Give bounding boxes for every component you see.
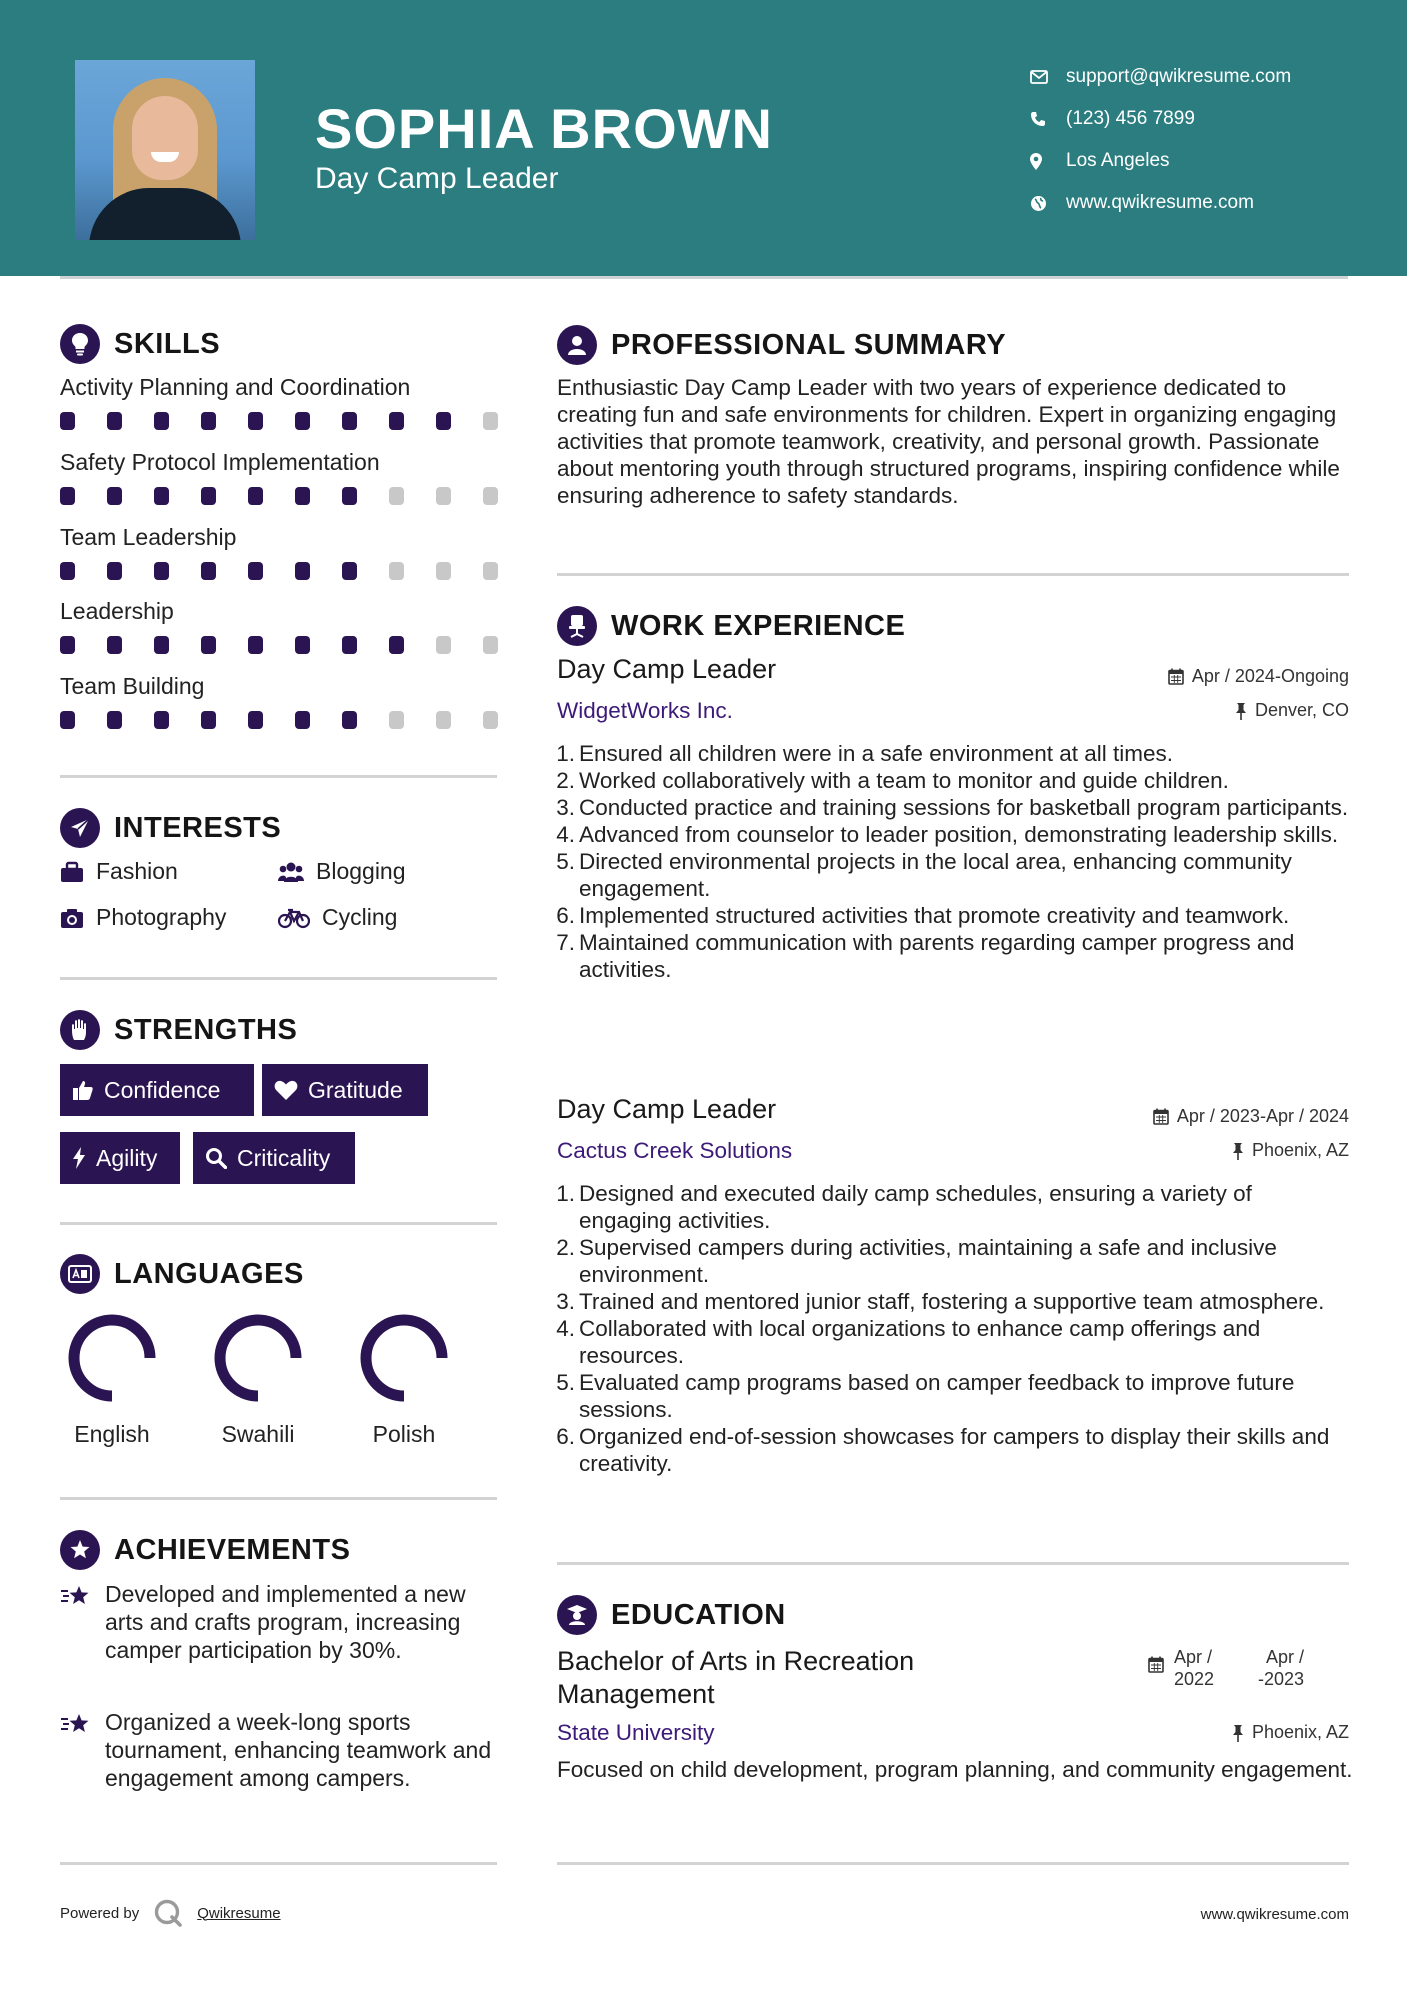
powered-by-text: Powered by (60, 1904, 140, 1922)
rating-dot-filled (342, 636, 357, 654)
summary-heading-text: PROFESSIONAL SUMMARY (611, 328, 1007, 361)
summary-text: Enthusiastic Day Camp Leader with two years of experience dedicated to creating fun and safe environments for children. Expert in organizing engaging activities that promote teamwork, creativity, and personal growth. Passionate about mentoring youth through structured programs, inspiring confidence while ensuring adherence to safety standards. (557, 375, 1340, 508)
rating-dot-filled (389, 636, 404, 654)
thumbs-up-icon (72, 1079, 94, 1101)
job-bullets (549, 1180, 1349, 1477)
strength-badge (60, 1132, 180, 1184)
rating-dot-filled (107, 636, 122, 654)
job-location-text: Phoenix, AZ (1251, 1140, 1349, 1160)
rating-dot-filled (201, 412, 216, 430)
skill-name: Leadership (60, 598, 174, 624)
users-icon (278, 861, 304, 883)
achievement-item (60, 1580, 500, 1664)
contact-website-text: www.qwikresume.com (1066, 192, 1254, 213)
qwikresume-logo-icon (153, 1898, 183, 1928)
rating-dot-empty (389, 711, 404, 729)
language-gauge (356, 1310, 452, 1406)
languages-heading-text: LANGUAGES (114, 1257, 304, 1290)
rating-dot-filled (60, 412, 75, 430)
interests-heading-text: INTERESTS (114, 811, 282, 844)
skill-rating (60, 562, 530, 580)
footer-website[interactable]: www.qwikresume.com (1200, 1906, 1349, 1923)
camera-icon (60, 907, 84, 929)
summary-heading (557, 325, 1006, 365)
education-location-text: Phoenix, AZ (1251, 1722, 1349, 1742)
rating-dot-empty (389, 562, 404, 580)
rating-dot-empty (436, 487, 451, 505)
job-location (1235, 700, 1349, 721)
language-item (57, 1310, 167, 1448)
rating-dot-filled (107, 711, 122, 729)
language-gauge (210, 1310, 306, 1406)
education-start-date: Apr / 2022 (1174, 1647, 1215, 1689)
briefcase-icon (60, 861, 84, 883)
rating-dot-filled (154, 636, 169, 654)
interests-heading (60, 808, 281, 848)
interest-label: Cycling (322, 904, 398, 930)
rating-dot-filled (389, 412, 404, 430)
achievement-text: Developed and implemented a new arts and crafts program, increasing camper participation by 30%. (105, 1581, 466, 1663)
rating-dot-filled (154, 562, 169, 580)
rating-dot-empty (483, 562, 498, 580)
strength-label: Agility (96, 1144, 158, 1171)
job-dates (1168, 666, 1349, 687)
strength-badge (193, 1132, 355, 1184)
company-name: WidgetWorks Inc. (557, 698, 733, 723)
heart-icon (274, 1080, 298, 1101)
skill-rating (60, 636, 530, 654)
rating-dot-filled (60, 711, 75, 729)
star-badge-icon (60, 1530, 100, 1570)
language-item (203, 1310, 313, 1448)
rating-dot-empty (483, 711, 498, 729)
job-dates-text: Apr / 2024-Ongoing (1191, 666, 1349, 686)
rating-dot-filled (436, 412, 451, 430)
rating-dot-filled (295, 487, 310, 505)
education-heading-text: EDUCATION (611, 1598, 786, 1631)
rating-dot-filled (295, 562, 310, 580)
candidate-name: SOPHIA BROWN (315, 97, 773, 160)
language-label: English (74, 1421, 150, 1447)
job-bullet: 5. Evaluated camp programs based on camper feedback to improve future sessions. (556, 1370, 1295, 1422)
map-pin-icon (1030, 153, 1066, 170)
lightbulb-icon (60, 324, 100, 364)
job-bullet: 4. Collaborated with local organizations to enhance camp offerings and resources. (556, 1316, 1261, 1368)
achievement-item (60, 1708, 500, 1792)
calendar-icon (1153, 1108, 1169, 1125)
job-title: Day Camp Leader (557, 654, 777, 684)
calendar-icon (1148, 1656, 1164, 1673)
achievements-heading-text: ACHIEVEMENTS (114, 1533, 351, 1566)
rating-dot-filled (107, 412, 122, 430)
interest-item (278, 858, 406, 885)
shooting-star-icon (60, 1580, 105, 1664)
job-bullet: 3. Trained and mentored junior staff, fostering a supportive team atmosphere. (556, 1289, 1325, 1314)
language-gauge (64, 1310, 160, 1406)
strength-label: Gratitude (308, 1076, 403, 1103)
strength-label: Confidence (104, 1076, 221, 1103)
skill-name: Safety Protocol Implementation (60, 449, 380, 475)
rating-dot-filled (295, 412, 310, 430)
section-divider (557, 1862, 1349, 1865)
rating-dot-filled (295, 636, 310, 654)
strength-badge (60, 1064, 254, 1116)
pushpin-icon (1232, 1724, 1244, 1742)
achievement-text: Organized a week-long sports tournament, enhancing teamwork and engagement among campers. (105, 1709, 492, 1791)
language-level-arc (220, 1320, 296, 1396)
pushpin-icon (1235, 702, 1247, 720)
resume-header (0, 0, 1407, 276)
contact-phone[interactable] (1030, 98, 1390, 140)
rating-dot-filled (154, 412, 169, 430)
rating-dot-filled (201, 562, 216, 580)
section-divider (60, 1862, 497, 1865)
section-divider (557, 1562, 1349, 1565)
contact-location-text: Los Angeles (1066, 150, 1170, 171)
hand-icon (60, 1010, 100, 1050)
rating-dot-filled (154, 711, 169, 729)
rating-dot-filled (201, 711, 216, 729)
education-calendar (1148, 1656, 1164, 1678)
contact-location (1030, 140, 1390, 182)
language-level-arc (74, 1320, 150, 1396)
skill-rating (60, 487, 530, 505)
section-divider (557, 573, 1349, 576)
rating-dot-filled (107, 487, 122, 505)
rating-dot-empty (483, 636, 498, 654)
job-bullet: 5. Directed environmental projects in the local area, enhancing community engagement. (556, 849, 1292, 901)
job-location-text: Denver, CO (1254, 700, 1349, 720)
shooting-star-icon (60, 1708, 105, 1792)
bicycle-icon (278, 907, 310, 929)
rating-dot-filled (201, 487, 216, 505)
language-level-arc (366, 1320, 442, 1396)
paper-plane-icon (60, 808, 100, 848)
job-bullet: 2. Worked collaboratively with a team to monitor and guide children. (556, 768, 1229, 793)
interest-label: Blogging (316, 858, 406, 884)
experience-heading (557, 606, 905, 646)
job-bullets (549, 740, 1349, 983)
graduate-icon (557, 1595, 597, 1635)
contact-email[interactable] (1030, 56, 1390, 98)
language-item (349, 1310, 459, 1448)
bolt-icon (72, 1147, 86, 1169)
language-label: Swahili (221, 1421, 295, 1447)
rating-dot-filled (60, 562, 75, 580)
rating-dot-filled (248, 562, 263, 580)
job-bullet: 1. Ensured all children were in a safe environment at all times. (556, 741, 1174, 766)
user-icon (557, 325, 597, 365)
job-dates (1153, 1106, 1349, 1127)
rating-dot-filled (60, 636, 75, 654)
section-divider (60, 775, 497, 778)
contact-website[interactable] (1030, 182, 1390, 224)
footer-brand-link[interactable]: Qwikresume (197, 1904, 281, 1922)
degree-line: Management (557, 1679, 715, 1709)
rating-dot-empty (483, 487, 498, 505)
interest-item (278, 904, 397, 931)
contact-phone-text: (123) 456 7899 (1066, 108, 1195, 129)
rating-dot-filled (248, 636, 263, 654)
rating-dot-filled (248, 412, 263, 430)
skills-heading (60, 324, 220, 364)
contact-list (1030, 56, 1390, 224)
rating-dot-filled (60, 487, 75, 505)
degree-line: Bachelor of Arts in Recreation (557, 1646, 915, 1676)
education-location (1232, 1722, 1349, 1743)
company-name: Cactus Creek Solutions (557, 1138, 793, 1163)
job-bullet: 6. Implemented structured activities that promote creativity and teamwork. (556, 903, 1290, 928)
education-end-date: Apr / -2023 (1258, 1647, 1305, 1689)
phone-icon (1030, 111, 1066, 127)
rating-dot-filled (107, 562, 122, 580)
rating-dot-empty (483, 412, 498, 430)
job-bullet: 7. Maintained communication with parents regarding camper progress and activities. (556, 930, 1295, 982)
rating-dot-filled (248, 487, 263, 505)
section-divider (60, 1222, 497, 1225)
pushpin-icon (1232, 1142, 1244, 1160)
language-icon (60, 1254, 100, 1294)
rating-dot-filled (342, 487, 357, 505)
rating-dot-empty (436, 562, 451, 580)
skill-name: Team Leadership (60, 524, 237, 550)
skill-rating (60, 711, 530, 729)
experience-heading-text: WORK EXPERIENCE (611, 609, 906, 642)
rating-dot-empty (436, 636, 451, 654)
job-bullet: 3. Conducted practice and training sessions for basketball program participants. (556, 795, 1349, 820)
rating-dot-filled (295, 711, 310, 729)
interest-item (60, 904, 226, 931)
job-title: Day Camp Leader (557, 1094, 777, 1124)
skill-name: Team Building (60, 673, 205, 699)
strength-badge (262, 1064, 428, 1116)
rating-dot-filled (342, 562, 357, 580)
calendar-icon (1168, 668, 1184, 685)
contact-email-text: support@qwikresume.com (1066, 66, 1292, 87)
office-chair-icon (557, 606, 597, 646)
section-divider (60, 977, 497, 980)
job-bullet: 6. Organized end-of-session showcases for campers to display their skills and creativity. (556, 1424, 1330, 1476)
footer-powered (60, 1898, 281, 1928)
job-location (1232, 1140, 1349, 1161)
globe-icon (1030, 195, 1066, 212)
job-dates-text: Apr / 2023-Apr / 2024 (1176, 1106, 1349, 1126)
skill-rating (60, 412, 530, 430)
interest-item (60, 858, 178, 885)
job-bullet: 1. Designed and executed daily camp schedules, ensuring a variety of engaging activities. (556, 1181, 1252, 1233)
rating-dot-empty (389, 487, 404, 505)
section-divider (60, 1497, 497, 1500)
job-bullet: 4. Advanced from counselor to leader position, demonstrating leadership skills. (556, 822, 1339, 847)
strength-label: Criticality (237, 1144, 331, 1171)
rating-dot-empty (436, 711, 451, 729)
candidate-title: Day Camp Leader (315, 162, 559, 195)
search-icon (205, 1147, 227, 1169)
languages-heading (60, 1254, 304, 1294)
rating-dot-filled (154, 487, 169, 505)
rating-dot-filled (248, 711, 263, 729)
education-description: Focused on child development, program planning, and community engagement. (557, 1757, 1353, 1782)
degree-title (557, 1645, 914, 1711)
rating-dot-filled (342, 711, 357, 729)
strengths-heading-text: STRENGTHS (114, 1013, 298, 1046)
language-label: Polish (372, 1421, 436, 1447)
rating-dot-filled (201, 636, 216, 654)
envelope-icon (1030, 70, 1066, 84)
rating-dot-filled (342, 412, 357, 430)
skills-heading-text: SKILLS (114, 327, 221, 360)
achievements-heading (60, 1530, 350, 1570)
header-divider (60, 276, 1348, 279)
profile-photo (75, 60, 255, 240)
school-name: State University (557, 1720, 715, 1745)
skill-name: Activity Planning and Coordination (60, 374, 411, 400)
education-heading (557, 1595, 786, 1635)
interest-label: Photography (96, 904, 227, 930)
strengths-heading (60, 1010, 297, 1050)
job-bullet: 2. Supervised campers during activities, maintaining a safe and inclusive environment. (556, 1235, 1277, 1287)
interest-label: Fashion (96, 858, 178, 884)
